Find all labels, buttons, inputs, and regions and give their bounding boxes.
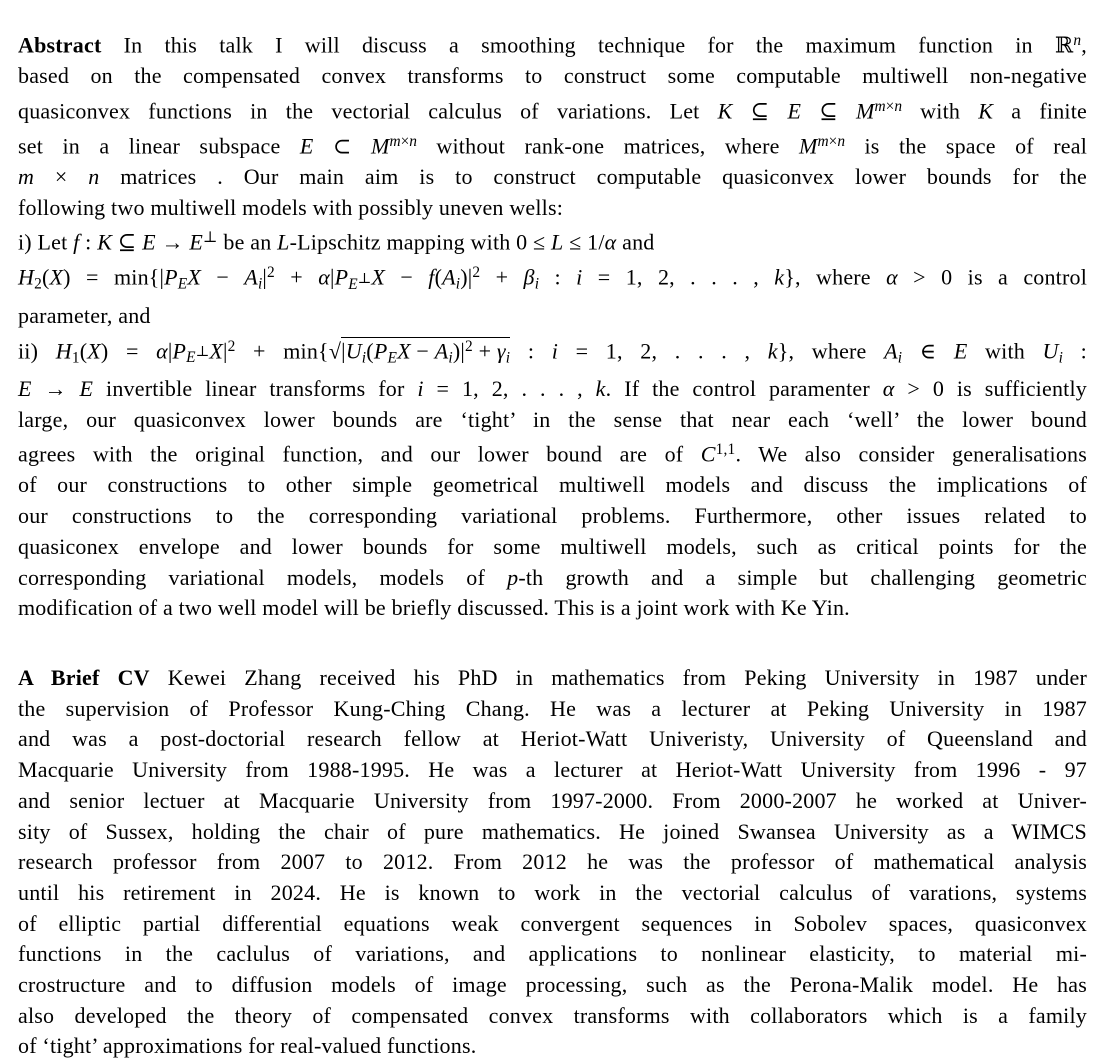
text-run: E (787, 98, 802, 124)
text-run: p (507, 564, 519, 590)
text-run: M (856, 98, 875, 124)
text-run: n (837, 132, 846, 150)
text-run (818, 133, 846, 150)
text-run: k (767, 337, 778, 363)
text-line (18, 532, 1087, 563)
text-run: 1,1 (715, 441, 736, 459)
text-run: research professor from 2007 to 2012. From 2012 he was the professor of mathematical analysis (18, 849, 1087, 875)
text-run: A (442, 264, 456, 290)
text-run: set in a linear subspace (18, 133, 300, 159)
text-run (186, 344, 210, 367)
text-run: ⊆ (112, 229, 143, 255)
text-line (18, 663, 1087, 694)
text-run: i (534, 276, 540, 294)
text-run: K (717, 98, 733, 124)
text-run: based on the compensated convex transforms to construct some computable multiwell non-negative (18, 63, 1087, 89)
text-run: X (49, 264, 64, 290)
text-line (18, 332, 1087, 374)
text-run: and (616, 229, 655, 255)
text-run: 2 (267, 264, 275, 282)
text-run: i (455, 276, 461, 294)
text-run: our constructions to the corresponding variational problems. Furthermore, other issues related to (18, 503, 1087, 529)
text-run: M (370, 133, 390, 159)
text-run: A (244, 264, 258, 290)
text-run: invertible linear transforms for (93, 375, 418, 401)
text-run: ∈ (902, 337, 954, 363)
abstract-paragraph (18, 26, 1087, 624)
text-run: E (953, 337, 968, 363)
text-run: > 0 is a control (897, 264, 1088, 290)
text-run: = 1, 2, . . . , (558, 337, 768, 363)
cv-paragraph (18, 663, 1087, 1062)
text-run (875, 98, 903, 115)
text-run: ⊆ (732, 98, 788, 124)
text-run: ℝ (1054, 32, 1074, 58)
text-run: ( (42, 264, 50, 290)
text-run: ⊆ (801, 98, 856, 124)
text-run: -Lipschitz mapping with 0 ≤ (289, 229, 552, 255)
text-run: -th growth and a simple but challenging geometric (518, 564, 1087, 590)
text-run: agrees with the original function, and our lower bound are of (18, 441, 701, 467)
text-run: × (400, 132, 410, 150)
text-run: + (480, 264, 524, 290)
text-run: P (373, 337, 388, 363)
text-run: . We also consider generalisations (735, 441, 1087, 467)
text-line (18, 755, 1087, 786)
text-run: : (510, 337, 552, 363)
text-run: until his retirement in 2024. He is known to work in the vectorial calculus of varations, systems (18, 879, 1087, 905)
text-run: | (167, 337, 173, 363)
text-run: i (1058, 349, 1064, 367)
text-run: − (385, 264, 429, 290)
text-run: ) = (100, 337, 157, 363)
text-run: )| (460, 264, 473, 290)
text-run: with (902, 98, 979, 124)
text-run: m (389, 132, 401, 150)
text-run: of elliptic partial differential equations weak convergent sequences in Sobolev spaces, quasiconvex (18, 910, 1087, 936)
text-run: of ‘tight’ approximations for real-valued functions. (18, 1033, 477, 1059)
text-run: X (209, 337, 223, 363)
text-run: of our constructions to other simple geometrical multiwell models and discuss the implications of (18, 472, 1087, 498)
text-line (18, 374, 1087, 405)
text-run: | (329, 264, 335, 290)
text-line (18, 817, 1087, 848)
text-run: Macquarie University from 1988-1995. He was a lecturer at Heriot-Watt University from 1996 - 97 (18, 757, 1087, 783)
text-run: H (18, 264, 35, 290)
text-line (18, 127, 1087, 162)
text-run: . If the control paramenter (605, 375, 883, 401)
text-run: γ (496, 337, 506, 363)
text-line (18, 786, 1087, 817)
text-run: Abstract (18, 32, 102, 58)
text-run: k (774, 264, 785, 290)
text-run: m (18, 163, 35, 189)
text-run: following two multiwell models with possibly uneven wells: (18, 194, 564, 220)
text-run: f (428, 264, 435, 290)
text-run: also developed the theory of compensated convex transforms with collaborators which is a family (18, 1002, 1087, 1028)
text-run: : (1063, 337, 1087, 363)
text-line (18, 909, 1087, 940)
text-run: functions in the caclulus of variations, and applications to nonlinear elasticity, to material mi- (18, 941, 1087, 967)
text-run: P (164, 264, 178, 290)
text-run: E (348, 276, 358, 294)
text-run: A (884, 337, 898, 363)
text-run: | (341, 337, 346, 363)
text-line (18, 694, 1087, 725)
text-run: α (604, 229, 617, 255)
text-run: U (345, 337, 362, 363)
text-run: }, where (777, 337, 885, 363)
text-run: E (18, 375, 32, 401)
text-run: and was a post-doctorial research fellow at Heriot-Watt Univeristy, University of Queensland and (18, 726, 1087, 752)
text-run: α (156, 337, 168, 363)
text-run: E (189, 229, 203, 255)
text-run: 2 (34, 276, 42, 294)
text-run: A Brief CV (18, 664, 150, 690)
text-run: 2 (464, 337, 473, 355)
text-run (341, 337, 510, 368)
text-run: X (187, 264, 202, 290)
text-run: > 0 is sufficiently (894, 375, 1087, 401)
text-run: − (410, 337, 435, 363)
text-run: quasiconvex functions in the vectorial calculus of variations. Let (18, 98, 718, 124)
text-line (18, 258, 1087, 300)
text-run: i (551, 337, 559, 363)
text-run: i (257, 276, 263, 294)
text-run: ) = min{| (63, 264, 165, 290)
text-run: M (799, 133, 818, 159)
text-run: i (576, 264, 583, 290)
text-run: E (186, 349, 196, 367)
text-run: parameter, and (18, 302, 151, 328)
text-run: is the space of real (845, 133, 1088, 159)
text-line (18, 1001, 1087, 1032)
text-run: Kewei Zhang received his PhD in mathematics from Peking University in 1987 under (149, 664, 1087, 690)
text-line (18, 26, 1087, 61)
text-run: β (523, 264, 535, 290)
text-run: i (361, 349, 367, 367)
text-run: ⊥ (195, 344, 210, 361)
text-line (18, 878, 1087, 909)
text-run: ⊥ (357, 271, 372, 288)
text-run: × (34, 163, 89, 189)
text-line (18, 92, 1087, 127)
text-run: ( (366, 337, 374, 363)
text-run: large, our quasiconvex lower bounds are ‘tight’ in the sense that near each ‘well’ the lower bound (18, 406, 1087, 432)
text-run: − (201, 264, 245, 290)
text-run: H (55, 337, 72, 363)
text-run: + (472, 337, 497, 363)
text-run: E (177, 276, 188, 294)
text-line (18, 1031, 1087, 1062)
text-run: E (299, 133, 314, 159)
text-run: L (277, 229, 290, 255)
text-line (18, 301, 1087, 332)
text-run: : (79, 229, 98, 255)
text-run: + min{ (235, 337, 329, 363)
text-run: the supervision of Professor Kung-Ching Chang. He was a lecturer at Peking University in 1987 (18, 695, 1087, 721)
text-run: X (87, 337, 101, 363)
text-run: m (817, 132, 829, 150)
text-run: n (1073, 32, 1082, 49)
text-run: n (409, 132, 417, 150)
text-run: a finite (993, 98, 1087, 124)
text-run: i (505, 349, 511, 367)
text-line (18, 435, 1087, 470)
text-line (18, 61, 1087, 92)
text-run: quasiconex envelope and lower bounds for some multiwell models, such as critical points for the (18, 533, 1087, 559)
text-run: )| (452, 337, 465, 363)
text-line (18, 593, 1087, 624)
text-line (18, 939, 1087, 970)
text-run: + (274, 264, 319, 290)
text-run: ( (79, 337, 88, 363)
text-run: → (155, 229, 190, 255)
text-run: K (978, 98, 994, 124)
text-run: without rank-one matrices, where (417, 133, 800, 159)
text-run: √ (328, 337, 342, 363)
text-run: α (882, 375, 895, 401)
text-run: K (97, 229, 113, 255)
text-run: i (897, 349, 903, 367)
text-run: α (886, 264, 898, 290)
text-run: 2 (472, 264, 481, 282)
text-line (18, 193, 1087, 224)
text-run: × (885, 97, 895, 115)
text-run: P (334, 264, 349, 290)
text-run: ( (434, 264, 443, 290)
text-run: × (828, 132, 838, 150)
text-run: matrices . Our main aim is to construct computable quasiconvex lower bounds for the (99, 163, 1088, 189)
text-run: A (434, 337, 449, 363)
text-run: n (894, 97, 903, 115)
text-run: i (417, 375, 424, 401)
text-run: , (1081, 32, 1087, 58)
text-run: : (539, 264, 577, 290)
text-run: C (700, 441, 716, 467)
text-run: ⊥ (203, 229, 218, 247)
text-run: crostructure and to diffusion models of image processing, such as the Perona-Malik model. He has (18, 972, 1087, 998)
text-run: α (318, 264, 330, 290)
text-run: be an (217, 229, 278, 255)
text-run: X (397, 337, 411, 363)
text-run: L (551, 229, 564, 255)
text-run: k (595, 375, 606, 401)
text-run: m (874, 97, 886, 115)
text-run: E (142, 229, 156, 255)
text-line (18, 501, 1087, 532)
text-run: with (967, 337, 1043, 363)
text-run: i (448, 349, 453, 367)
text-run: P (172, 337, 187, 363)
text-line (18, 724, 1087, 755)
text-run: | (222, 337, 228, 363)
text-run: 1 (71, 349, 80, 367)
text-line (18, 970, 1087, 1001)
text-run: modification of a two well model will be briefly discussed. This is a joint work with Ke Yin. (18, 595, 850, 621)
text-run: ⊂ (313, 133, 371, 159)
text-run: n (88, 163, 100, 189)
text-run: ii) (18, 337, 56, 363)
text-run: In this talk I will discuss a smoothing technique for the maximum function in (101, 32, 1055, 58)
text-line (18, 405, 1087, 436)
text-line (18, 162, 1087, 193)
text-run (389, 133, 417, 150)
text-line (18, 223, 1087, 258)
text-run: X (371, 264, 385, 290)
text-run: → (31, 375, 80, 401)
text-line (18, 563, 1087, 594)
text-run: }, where (784, 264, 887, 290)
text-line (18, 470, 1087, 501)
text-run: E (79, 375, 94, 401)
text-run: and senior lectuer at Macquarie University from 1997-2000. From 2000-2007 he worked at Univer- (18, 787, 1087, 813)
text-run (348, 271, 372, 294)
text-run: E (387, 349, 398, 367)
text-run: U (1042, 337, 1059, 363)
text-run: f (73, 229, 80, 255)
text-run: ≤ 1/ (563, 229, 605, 255)
text-run: sity of Sussex, holding the chair of pure mathematics. He joined Swansea University as a WIMCS (18, 818, 1087, 844)
text-run: = 1, 2, . . . , (582, 264, 775, 290)
text-run: = 1, 2, . . . , (423, 375, 596, 401)
text-run: corresponding variational models, models of (18, 564, 508, 590)
text-run: i) Let (18, 229, 74, 255)
text-run: | (262, 264, 268, 290)
text-run: 2 (227, 337, 236, 355)
text-line (18, 847, 1087, 878)
